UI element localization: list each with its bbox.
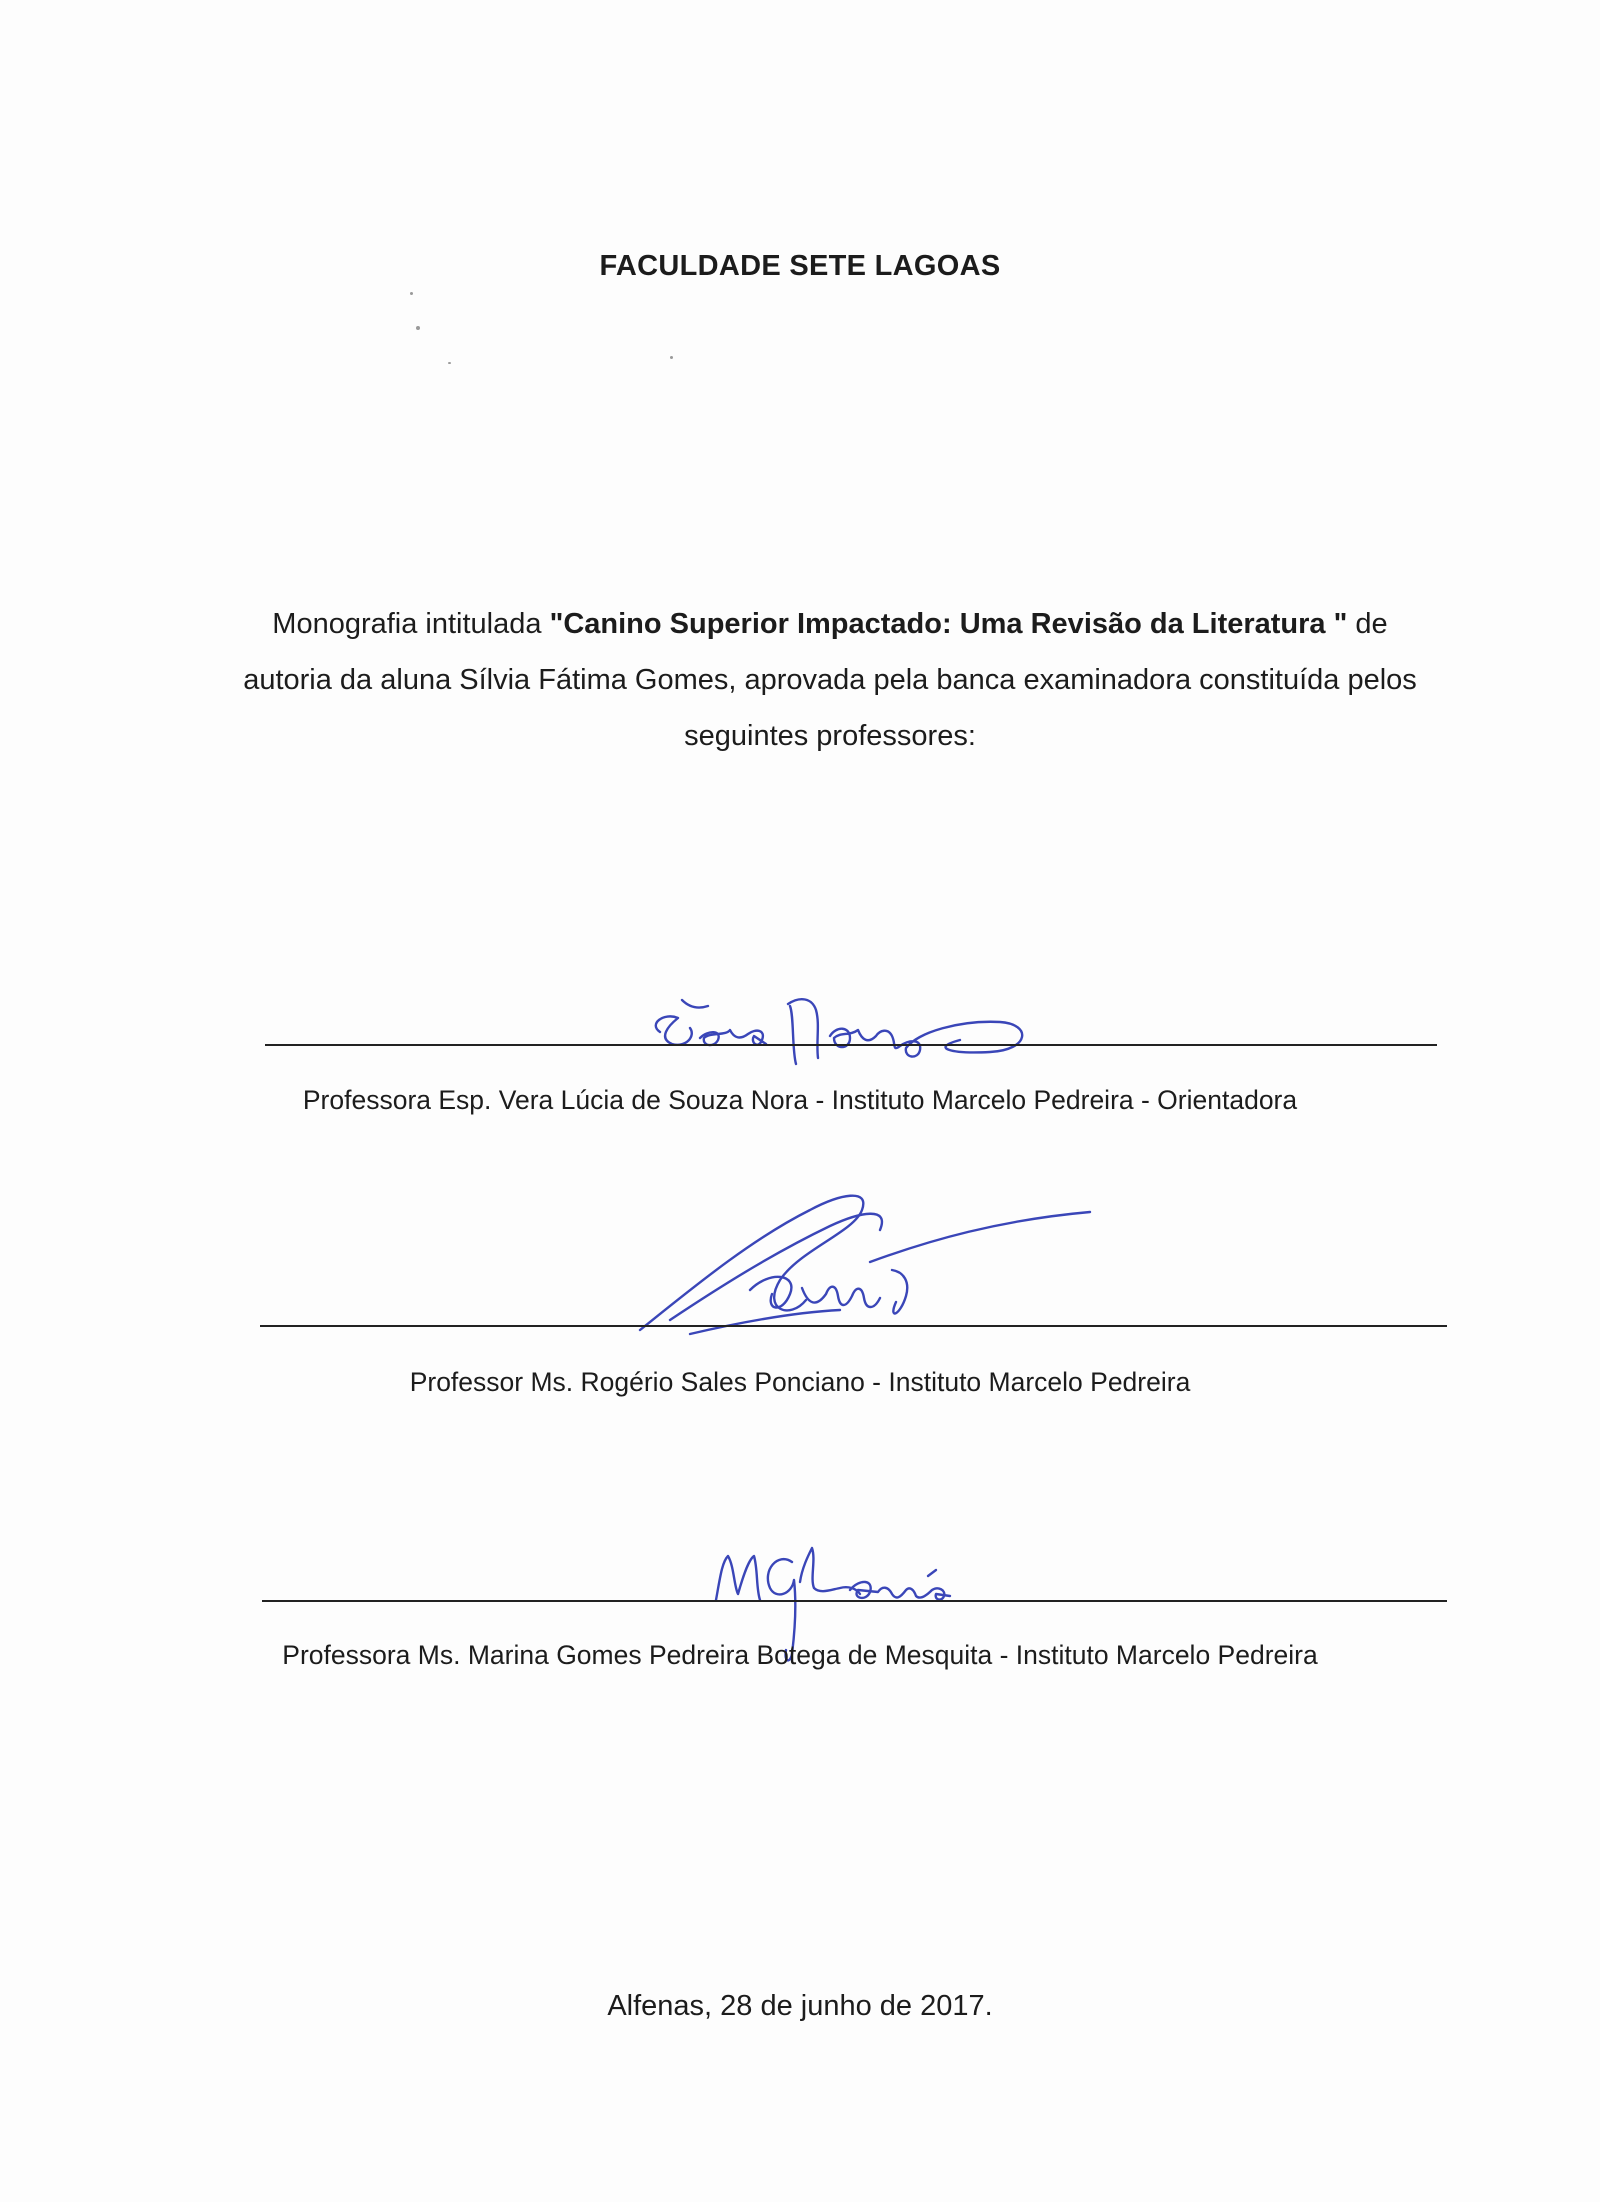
scan-speck bbox=[410, 292, 413, 295]
signature-examiner-2 bbox=[630, 1170, 1100, 1340]
scan-speck bbox=[670, 356, 673, 359]
monograph-title: "Canino Superior Impactado: Uma Revisão da Literatura " bbox=[549, 608, 1348, 640]
scan-speck bbox=[416, 326, 420, 330]
monograph-approval-statement bbox=[240, 596, 1420, 764]
place-and-date: Alfenas, 28 de junho de 2017. bbox=[607, 1990, 993, 2022]
signature-line bbox=[260, 1325, 1447, 1327]
signature-vera-nora bbox=[630, 960, 1050, 1080]
statement-rest: de autoria da aluna Sílvia Fátima Gomes, aprovada pela banca examinadora constituída pelos seguintes professores: bbox=[243, 608, 1417, 752]
examiner-caption: Professora Esp. Vera Lúcia de Souza Nora - Instituto Marcelo Pedreira - Orientadora bbox=[302, 1085, 1298, 1115]
examiner-caption: Professora Ms. Marina Gomes Pedreira Botega de Mesquita - Instituto Marcelo Pedreira bbox=[282, 1640, 1318, 1670]
signature-line bbox=[262, 1600, 1447, 1602]
signature-line bbox=[265, 1044, 1437, 1046]
institution-name: FACULDADE SETE LAGOAS bbox=[599, 250, 1001, 282]
examiner-caption: Professor Ms. Rogério Sales Ponciano - Instituto Marcelo Pedreira bbox=[409, 1367, 1191, 1397]
scan-speck bbox=[448, 362, 451, 364]
statement-prefix: Monografia intitulada bbox=[272, 608, 550, 640]
